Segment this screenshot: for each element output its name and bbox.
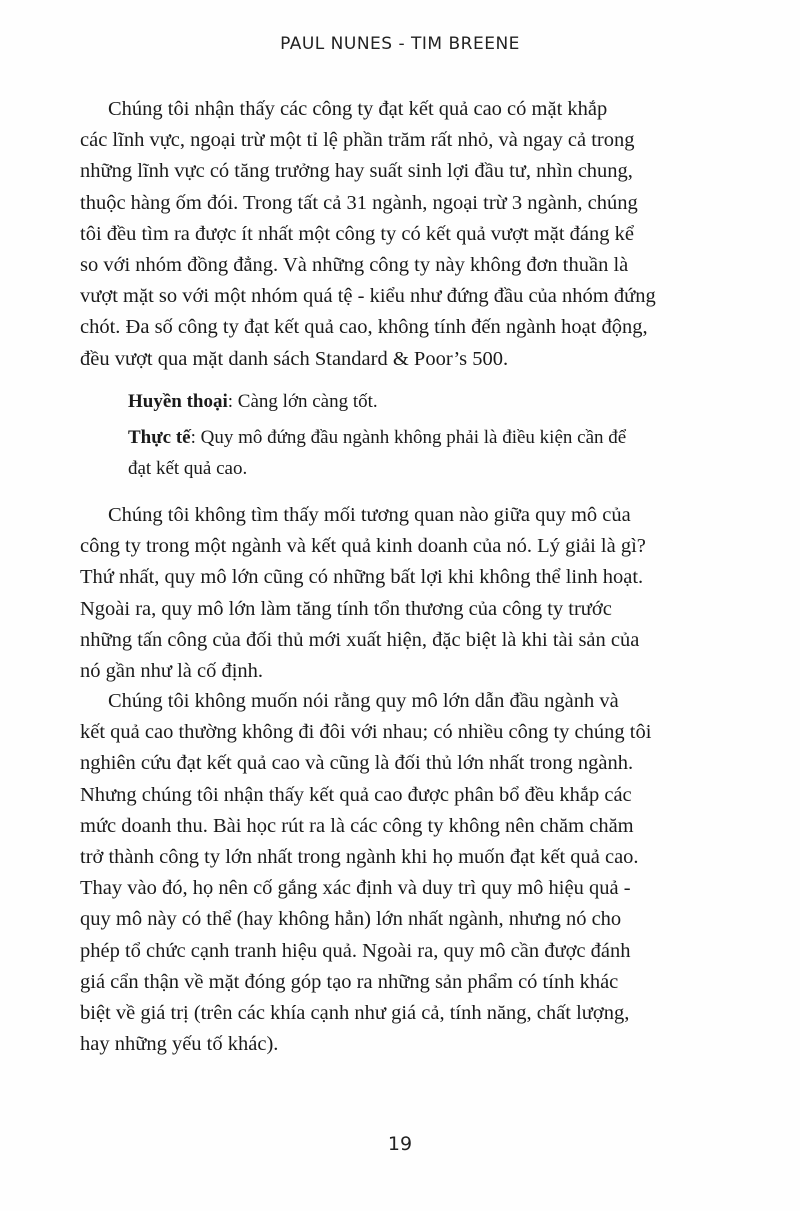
running-head: PAUL NUNES - TIM BREENE bbox=[280, 34, 520, 54]
paragraph-line: Thay vào đó, họ nên cố gắng xác định và duy trì quy mô hiệu quả - bbox=[80, 877, 631, 900]
paragraph-line: giá cẩn thận về mặt đóng góp tạo ra những sản phẩm có tính khác bbox=[80, 970, 619, 993]
paragraph-1 bbox=[80, 94, 720, 375]
paragraph-line: mức doanh thu. Bài học rút ra là các công ty không nên chăm chăm bbox=[80, 814, 634, 837]
paragraph-line: kết quả cao thường không đi đôi với nhau; có nhiều công ty chúng tôi bbox=[80, 721, 652, 744]
paragraph-line: chót. Đa số công ty đạt kết quả cao, không tính đến ngành hoạt động, bbox=[80, 316, 648, 339]
paragraph-line: phép tổ chức cạnh tranh hiệu quả. Ngoài ra, quy mô cần được đánh bbox=[80, 939, 631, 962]
fact-text-continued: đạt kết quả cao. bbox=[128, 458, 248, 479]
paragraph-2 bbox=[80, 500, 720, 687]
fact-label: Thực tế bbox=[128, 427, 191, 448]
myth-callout bbox=[128, 386, 728, 417]
paragraph-line: những tấn công của đối thủ mới xuất hiện, đặc biệt là khi tài sản của bbox=[80, 628, 640, 651]
paragraph-line: nghiên cứu đạt kết quả cao và cũng là đối thủ lớn nhất trong ngành. bbox=[80, 752, 634, 775]
fact-text: : Quy mô đứng đầu ngành không phải là điều kiện cần để bbox=[190, 427, 627, 448]
paragraph-line: các lĩnh vực, ngoại trừ một tỉ lệ phần trăm rất nhỏ, và ngay cả trong bbox=[80, 129, 635, 152]
paragraph-line: công ty trong một ngành và kết quả kinh doanh của nó. Lý giải là gì? bbox=[80, 535, 646, 558]
myth-text: : Càng lớn càng tốt. bbox=[227, 391, 378, 412]
paragraph-line: Chúng tôi không muốn nói rằng quy mô lớn dẫn đầu ngành và bbox=[108, 690, 619, 712]
paragraph-line: so với nhóm đồng đẳng. Và những công ty này không đơn thuần là bbox=[80, 254, 629, 277]
paragraph-line: trở thành công ty lớn nhất trong ngành khi họ muốn đạt kết quả cao. bbox=[80, 846, 639, 869]
paragraph-line: đều vượt qua mặt danh sách Standard & Poor’s 500. bbox=[80, 347, 509, 370]
paragraph-line: Thứ nhất, quy mô lớn cũng có những bất lợi khi không thể linh hoạt. bbox=[80, 566, 644, 589]
paragraph-line: vượt mặt so với một nhóm quá tệ - kiểu như đứng đầu của nhóm đứng bbox=[80, 285, 656, 308]
page-number: 19 bbox=[387, 1133, 413, 1155]
myth-label: Huyền thoại bbox=[128, 391, 228, 412]
paragraph-line: hay những yếu tố khác). bbox=[80, 1033, 279, 1056]
paragraph-line: biệt về giá trị (trên các khía cạnh như giá cả, tính năng, chất lượng, bbox=[80, 1002, 630, 1025]
paragraph-line: nó gần như là cố định. bbox=[80, 660, 264, 683]
paragraph-line: thuộc hàng ốm đói. Trong tất cả 31 ngành, ngoại trừ 3 ngành, chúng bbox=[80, 191, 638, 214]
paragraph-line: tôi đều tìm ra được ít nhất một công ty có kết quả vượt mặt đáng kể bbox=[80, 222, 635, 245]
paragraph-line: những lĩnh vực có tăng trưởng hay suất sinh lợi đầu tư, nhìn chung, bbox=[80, 160, 633, 183]
paragraph-line: Nhưng chúng tôi nhận thấy kết quả cao được phân bổ đều khắp các bbox=[80, 783, 632, 806]
paragraph-line: Chúng tôi nhận thấy các công ty đạt kết quả cao có mặt khắp bbox=[108, 98, 608, 120]
fact-callout bbox=[128, 422, 728, 484]
paragraph-3 bbox=[80, 686, 720, 1060]
paragraph-line: Chúng tôi không tìm thấy mối tương quan nào giữa quy mô của bbox=[108, 504, 631, 526]
paragraph-line: Ngoài ra, quy mô lớn làm tăng tính tổn thương của công ty trước bbox=[80, 597, 612, 620]
paragraph-line: quy mô này có thể (hay không hẳn) lớn nhất ngành, nhưng nó cho bbox=[80, 908, 622, 931]
